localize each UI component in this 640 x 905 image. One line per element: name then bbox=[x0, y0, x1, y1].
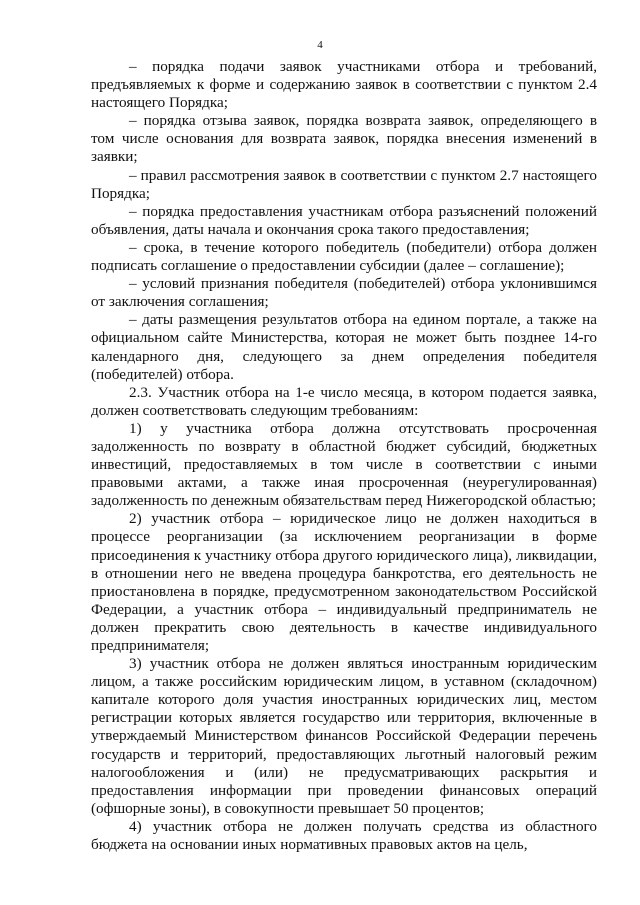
paragraph-application-withdrawal: – порядка отзыва заявок, порядка возврата заявок, определяющего в том числе основания для возврата заявок, порядка внесения изменений в заявки; bbox=[91, 112, 597, 166]
paragraph-agreement-deadline: – срока, в течение которого победитель (победители) отбора должен подписать соглашение о предоставлении субсидии (далее – соглашение); bbox=[91, 238, 597, 275]
page-number: 4 bbox=[317, 39, 323, 51]
paragraph-review-rules: – правил рассмотрения заявок в соответствии с пунктом 2.7 настоящего Порядка; bbox=[91, 166, 597, 202]
paragraph-requirement-1: 1) у участника отбора должна отсутствовать просроченная задолженность по возврату в областной бюджет субсидий, бюджетных инвестиций, предоставляемых в том числе в соответствии с иными правовыми актами, а также иная просроченная (неурегулированная) задолженность по денежным обязательствам перед Нижегородской областью; bbox=[91, 419, 597, 510]
paragraph-clarifications: – порядка предоставления участникам отбора разъяснений положений объявления, даты начала и окончания срока такого предоставления; bbox=[91, 202, 597, 238]
paragraph-section-2-3: 2.3. Участник отбора на 1-е число месяца, в котором подается заявка, должен соответствовать следующим требованиям: bbox=[91, 383, 597, 419]
paragraph-requirement-2: 2) участник отбора – юридическое лицо не должен находиться в процессе реорганизации (за исключением реорганизации в форме присоединения к участнику отбора другого юридического лица), ликвидации, в отношении него не введена процедура банкротства, его деятельность не приостановлена в порядке, предусмотренном законодательством Российской Федерации, а участник отбора – индивидуальный предприниматель не должен прекратить свою деятельность в качестве индивидуального предпринимателя; bbox=[91, 510, 597, 654]
paragraph-application-submission: – порядка подачи заявок участниками отбора и требований, предъявляемых к форме и содержанию заявок в соответствии с пунктом 2.4 настоящего Порядка; bbox=[91, 58, 597, 112]
document-body bbox=[91, 58, 597, 854]
paragraph-evasion-conditions: – условий признания победителя (победителей) отбора уклонившимся от заключения соглашения; bbox=[91, 275, 597, 311]
paragraph-requirement-3: 3) участник отбора не должен являться иностранным юридическим лицом, а также российским юридическим лицом, в уставном (складочном) капитале которого доля участия иностранных юридических лиц, местом регистрации которых является государство или территория, включенные в утверждаемый Министерством финансов Российской Федерации перечень государств и территорий, предоставляющих льготный налоговый режим налогообложения и (или) не предусматривающих раскрытия и предоставления информации при проведении финансовых операций (офшорные зоны), в совокупности превышает 50 процентов; bbox=[91, 655, 597, 817]
paragraph-results-publication: – даты размещения результатов отбора на едином портале, а также на официальном сайте Министерства, которая не может быть позднее 14-го календарного дня, следующего за днем определения победителя (победителей) отбора. bbox=[91, 311, 597, 383]
paragraph-requirement-4: 4) участник отбора не должен получать средства из областного бюджета на основании иных нормативных правовых актов на цель, bbox=[91, 817, 597, 854]
